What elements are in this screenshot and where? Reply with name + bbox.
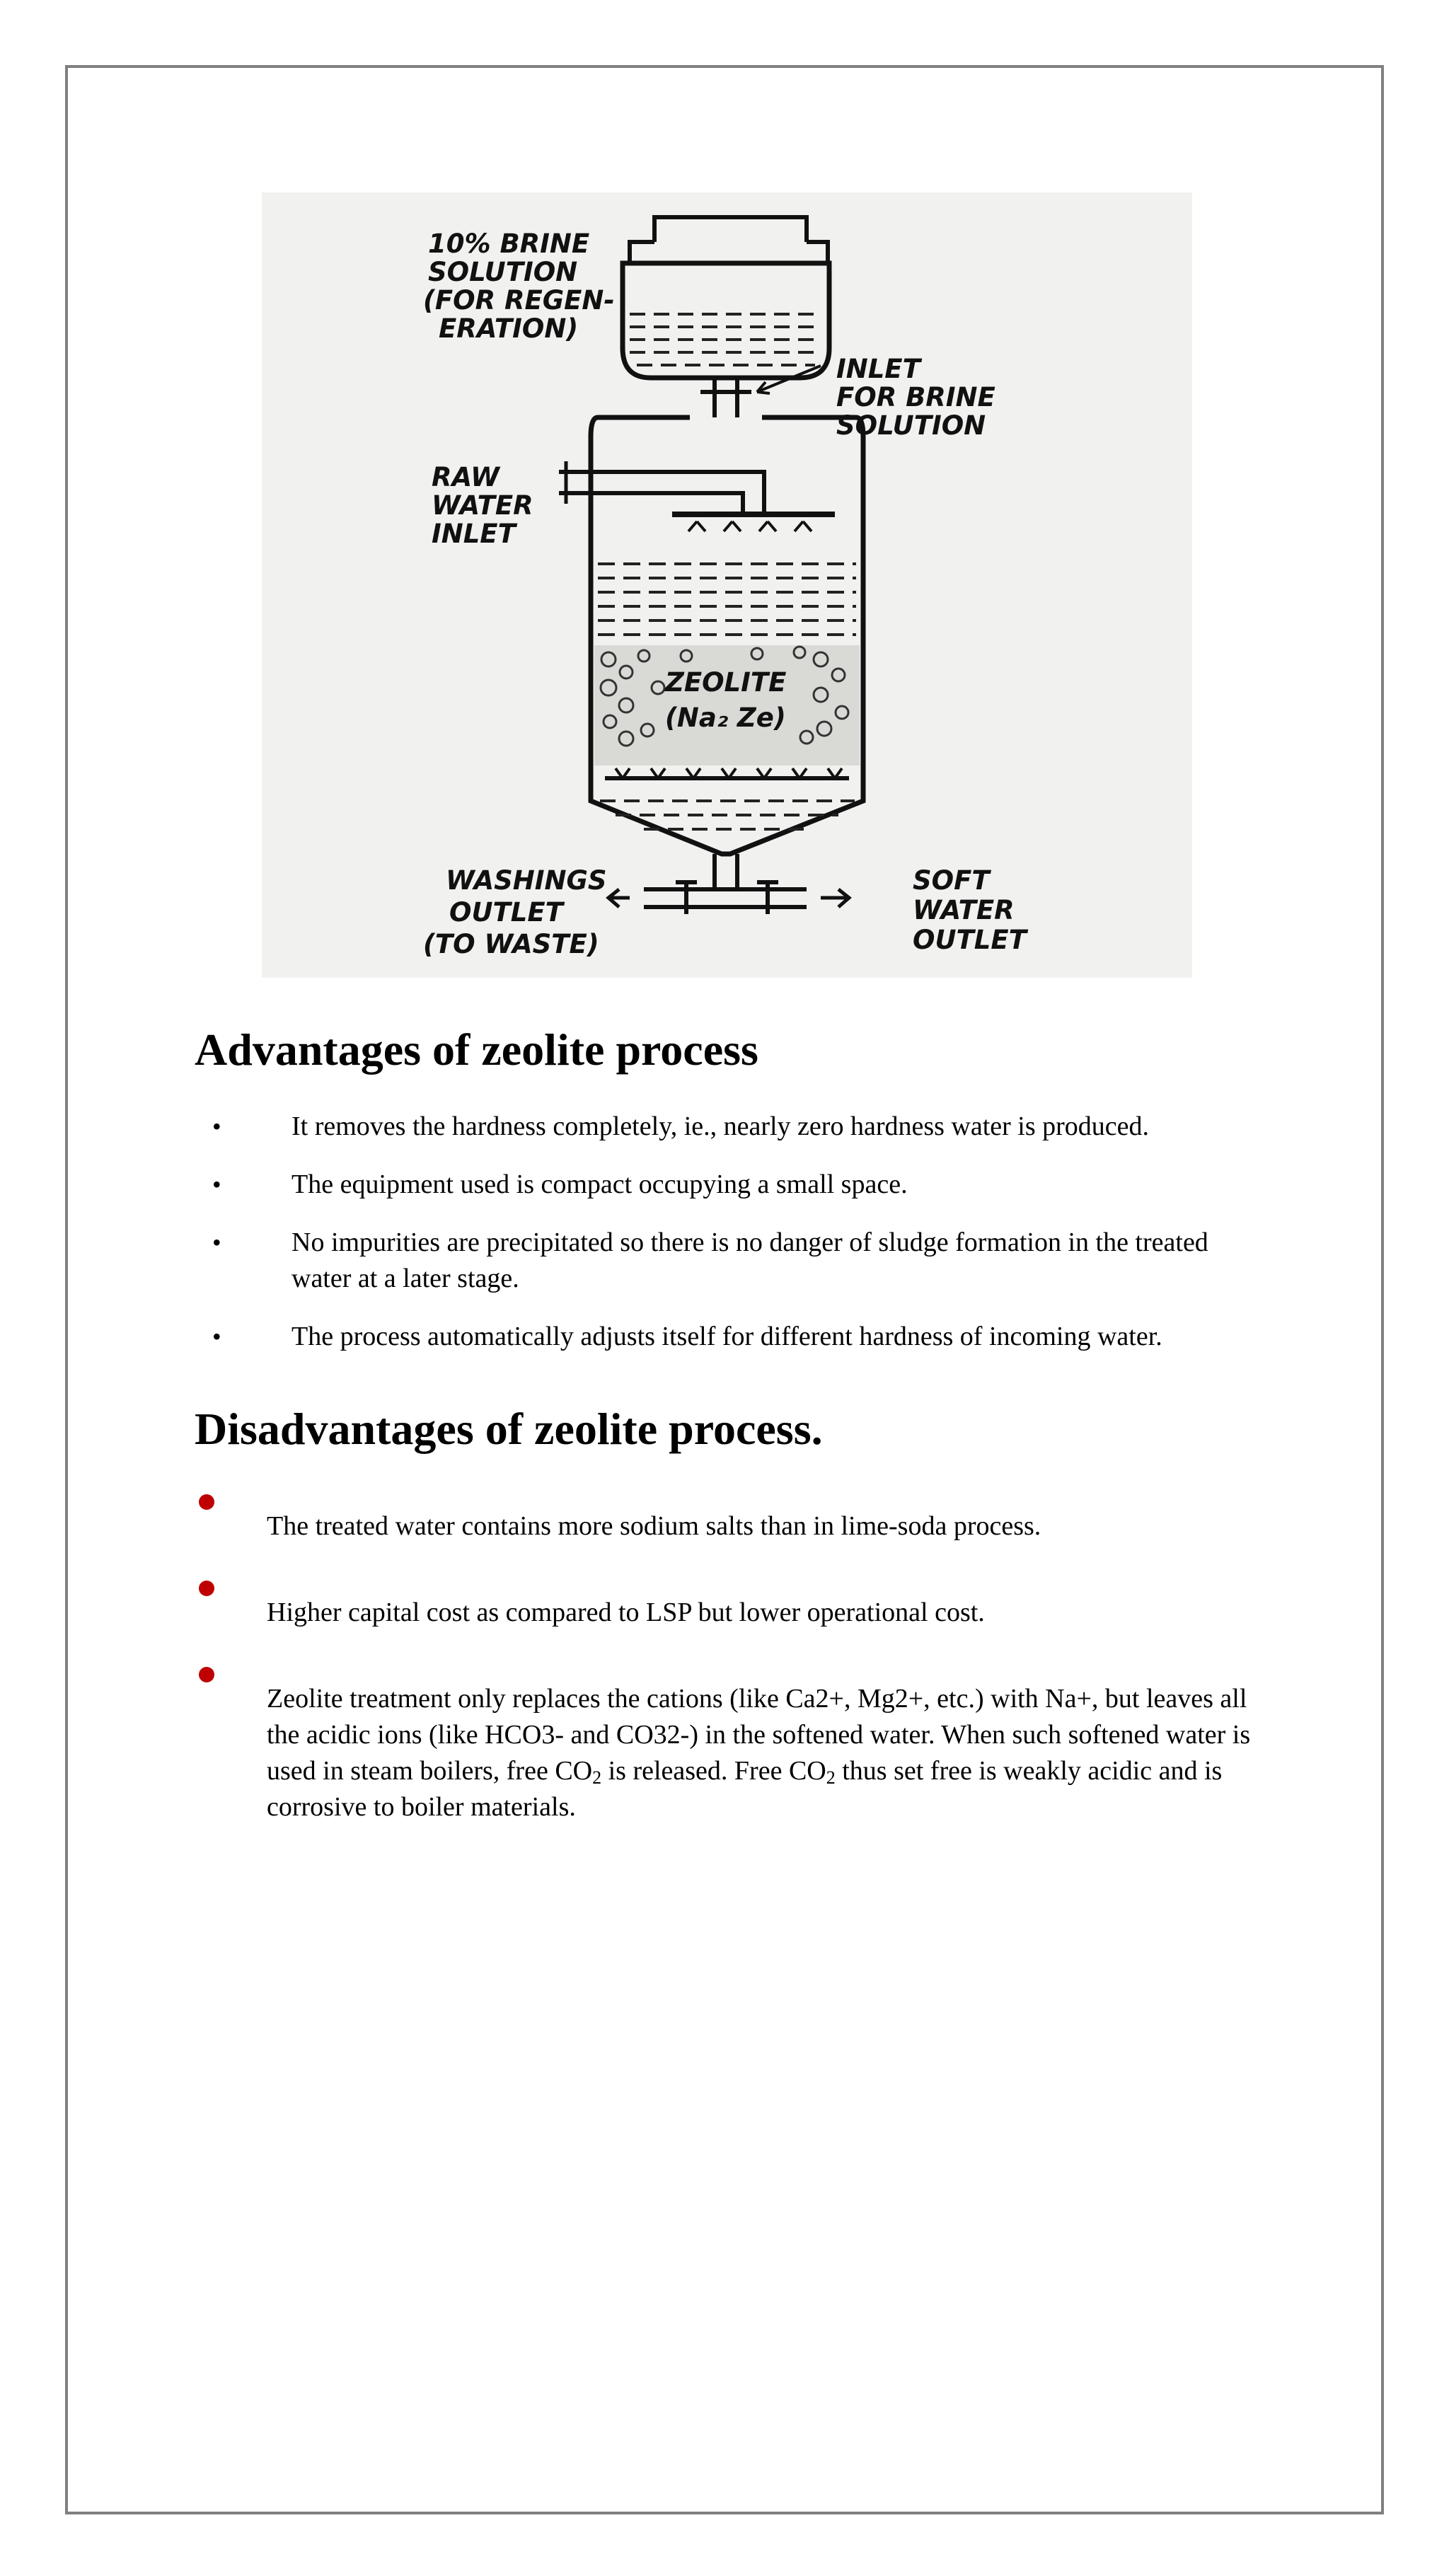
label-washings-line1: WASHINGS [446,865,607,896]
red-bullet-icon [199,1581,214,1596]
disadvantage-text: The treated water contains more sodium salts than in lime-soda process. [267,1511,1041,1541]
label-brine-line3: (FOR REGEN- [423,285,615,316]
list-item [195,1595,1277,1631]
subscript: 2 [826,1767,836,1788]
label-soft-line3: OUTLET [913,925,1027,955]
label-raw-line2: WATER [432,490,533,521]
label-soft-line1: SOFT [913,865,990,896]
disadvantage-text: Higher capital cost as compared to LSP but lower operational cost. [267,1598,985,1627]
text-part: Zeolite treatment only replaces the cations (like Ca2+, Mg2+, etc.) with Na+, but leaves all the acidic ions (like HCO3- and CO32-) in the softened water. When such softened water is used in steam boilers, free CO [267,1684,1251,1786]
label-soft-line2: WATER [913,895,1015,925]
label-brine-line4: ERATION) [439,313,579,344]
red-bullet-icon [199,1667,214,1682]
label-inlet-line3: SOLUTION [836,410,986,441]
label-inlet-line2: FOR BRINE [836,382,995,412]
disadvantage-text [267,1684,1250,1822]
advantage-text: The equipment used is compact occupying a small space. [291,1169,908,1199]
text-part: thus set free is weakly acidic and is corrosive to boiler materials. [267,1756,1223,1822]
list-item [195,1508,1277,1544]
advantages-heading: Advantages of zeolite process [195,1024,758,1075]
disadvantages-list [195,1508,1277,1876]
list-item [212,1319,1274,1355]
label-washings-line3: (TO WASTE) [423,929,599,959]
subscript: 2 [592,1767,602,1788]
label-washings-line2: OUTLET [449,897,563,928]
zeolite-softener-diagram [262,192,1192,978]
list-item [212,1225,1274,1297]
disadvantages-heading: Disadvantages of zeolite process. [195,1404,823,1454]
label-raw-line3: INLET [432,519,516,549]
label-zeolite: ZEOLITE [665,667,787,698]
label-inlet-line1: INLET [836,354,920,384]
advantage-text: It removes the hardness completely, ie., nearly zero hardness water is produced. [291,1111,1150,1141]
text-part: is released. Free CO [601,1756,826,1786]
bullet: • [212,1170,221,1199]
bullet: • [212,1322,221,1351]
bullet: • [212,1112,221,1140]
red-bullet-icon [199,1494,214,1510]
label-brine-line2: SOLUTION [428,257,578,287]
bullet: • [212,1228,221,1257]
label-raw-line1: RAW [432,462,500,492]
label-zeolite-formula: (Na₂ Ze) [665,703,786,733]
list-item [195,1681,1277,1825]
list-item [212,1167,1274,1203]
label-brine-line1: 10% BRINE [428,229,590,259]
list-item [212,1109,1274,1145]
advantages-list [212,1109,1274,1377]
advantage-text: The process automatically adjusts itself for different hardness of incoming water. [291,1322,1162,1351]
advantage-text: No impurities are precipitated so there is no danger of sludge formation in the treated water at a later stage. [291,1228,1208,1293]
